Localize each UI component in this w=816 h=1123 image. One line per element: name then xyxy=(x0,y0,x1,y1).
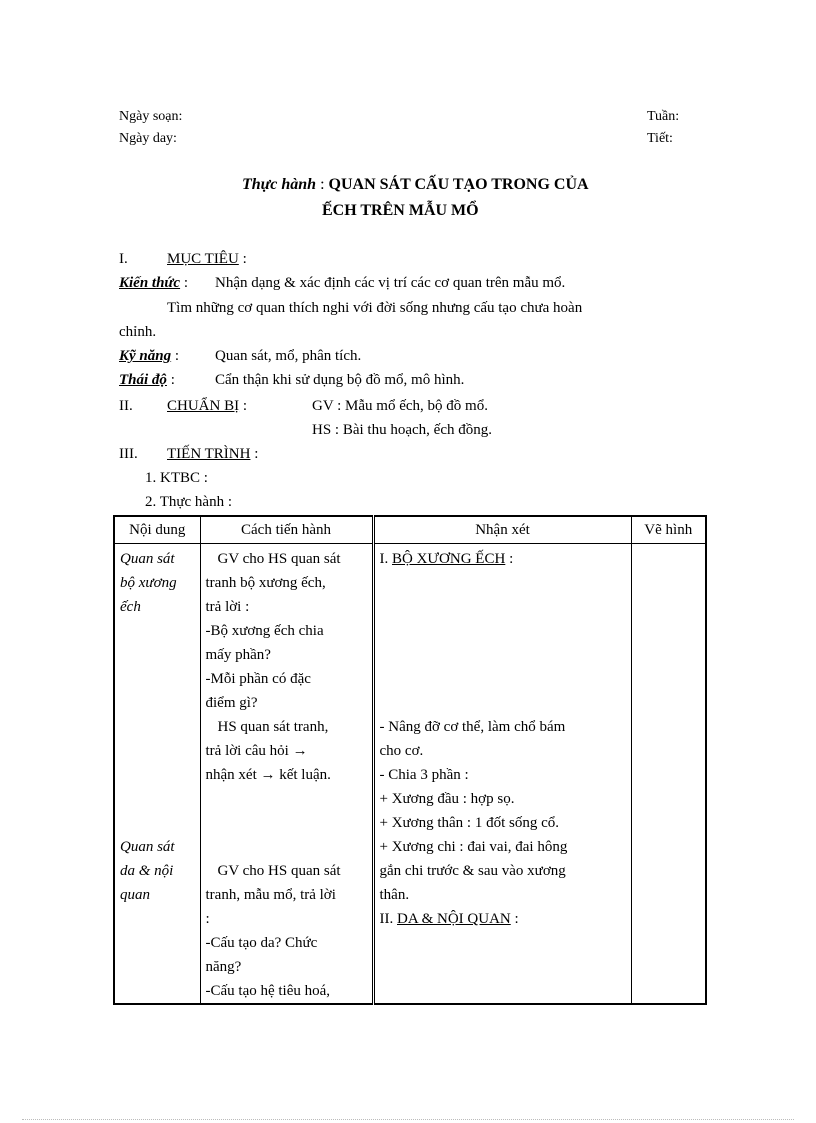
note-h1 xyxy=(380,547,626,571)
content-a3: ếch xyxy=(120,599,141,615)
content-b1: Quan sát xyxy=(120,839,175,855)
title-colon: : xyxy=(316,176,329,193)
ngay-day-label: Ngày day: xyxy=(119,131,177,146)
method-l5: mấy phần? xyxy=(205,647,271,663)
note-n3: - Chia 3 phần : xyxy=(379,767,469,783)
note-h2-suffix: : xyxy=(510,911,519,927)
content-a2: bộ xương xyxy=(120,575,177,591)
cell-nhan-xet xyxy=(373,544,631,1005)
method-l4: -Bộ xương ếch chia xyxy=(205,623,324,639)
lesson-table xyxy=(113,515,707,1005)
method-l9: trả lời câu hỏi → xyxy=(205,743,308,759)
ky-nang-label: Kỹ năng xyxy=(119,348,172,364)
method-l7: điểm gì? xyxy=(205,695,258,711)
thai-do-text: Cẩn thận khi sử dụng bộ đồ mổ, mô hình. xyxy=(215,372,465,388)
title-line1: QUAN SÁT CẤU TẠO TRONG CỦA xyxy=(328,176,589,193)
cell-noi-dung xyxy=(114,544,200,1005)
section3-heading-text: TIẾN TRÌNH xyxy=(167,446,251,462)
chuan-bi-gv: GV : Mẫu mổ ếch, bộ đồ mổ. xyxy=(312,398,488,414)
header-noi-dung: Nội dung xyxy=(114,516,200,544)
page-title-line2: ẾCH TRÊN MẪU MỔ xyxy=(322,202,479,219)
note-h1-suffix: : xyxy=(505,551,514,567)
section3-number: III. xyxy=(119,446,138,462)
section2-heading-text: CHUẨN BỊ xyxy=(167,398,240,414)
method-m6: -Cấu tạo hệ tiêu hoá, xyxy=(205,983,331,999)
step-thuc-hanh: 2. Thực hành : xyxy=(145,494,233,510)
method-l8: HS quan sát tranh, xyxy=(217,719,329,735)
content-b3: quan xyxy=(120,887,150,903)
method-m2: tranh, mẫu mổ, trả lời xyxy=(205,887,336,903)
tuan-label: Tuần: xyxy=(647,109,680,124)
step-ktbc: 1. KTBC : xyxy=(145,470,208,486)
section1-number: I. xyxy=(119,251,128,267)
section2-colon: : xyxy=(239,398,248,414)
section3-heading xyxy=(167,446,258,463)
ky-nang-text: Quan sát, mổ, phân tích. xyxy=(215,348,362,364)
section1-heading-text: MỤC TIÊU xyxy=(167,251,239,267)
method-m3: : xyxy=(205,911,210,927)
method-l6: -Mỗi phần có đặc xyxy=(205,671,311,687)
section2-number: II. xyxy=(119,398,133,414)
method-m4: -Cấu tạo da? Chức xyxy=(205,935,318,951)
content-a1: Quan sát xyxy=(120,551,175,567)
thai-do-label: Thái độ xyxy=(119,372,167,388)
ky-nang-row: Kỹ năng : xyxy=(119,348,180,364)
cell-cach-tien-hanh xyxy=(200,544,373,1005)
header-nhan-xet: Nhận xét xyxy=(373,516,631,544)
method-l2: tranh bộ xương ếch, xyxy=(205,575,326,591)
kien-thuc-text: Nhận dạng & xác định các vị trí các cơ quan trên mẫu mổ. xyxy=(215,275,566,291)
note-n1: - Nâng đỡ cơ thể, làm chổ bám xyxy=(379,719,566,735)
kien-thuc-label: Kiến thức xyxy=(119,275,181,291)
table-row xyxy=(114,544,706,1005)
note-h2-prefix: II. xyxy=(379,911,397,927)
kien-thuc-line3: chỉnh. xyxy=(119,324,157,340)
title-prefix: Thực hành xyxy=(242,176,317,193)
page-title-line1 xyxy=(242,176,589,194)
note-n6: + Xương chi : đai vai, đai hông xyxy=(379,839,568,855)
section1-heading xyxy=(167,251,247,268)
note-n7: gắn chi trước & sau vào xương xyxy=(379,863,566,879)
header-ve-hinh: Vẽ hình xyxy=(631,516,706,544)
thai-do-row: Thái độ : xyxy=(119,372,175,388)
note-h2 xyxy=(380,907,626,931)
ngay-soan-label: Ngày soạn: xyxy=(119,109,183,124)
kien-thuc-line2: Tìm những cơ quan thích nghi với đời sống nhưng cấu tạo chưa hoàn xyxy=(167,300,583,316)
note-h1-prefix: I. xyxy=(379,551,392,567)
page-bottom-divider xyxy=(22,1119,794,1120)
chuan-bi-hs: HS : Bài thu hoạch, ếch đồng. xyxy=(312,422,492,438)
kien-thuc-row: Kiến thức : xyxy=(119,275,188,291)
method-m5: năng? xyxy=(205,959,242,975)
method-l10: nhận xét → kết luận. xyxy=(205,767,331,783)
note-h1-text: BỘ XƯƠNG ẾCH xyxy=(392,551,506,567)
table-header-row xyxy=(114,516,706,544)
section3-colon: : xyxy=(250,446,259,462)
section2-heading xyxy=(167,398,247,415)
content-b2: da & nội xyxy=(120,863,174,879)
note-n4: + Xương đầu : hợp sọ. xyxy=(379,791,515,807)
cell-ve-hinh xyxy=(631,544,706,1005)
note-n5: + Xương thân : 1 đốt sống cổ. xyxy=(379,815,560,831)
note-n8: thân. xyxy=(379,887,410,903)
method-l3: trả lời : xyxy=(205,599,250,615)
method-m1: GV cho HS quan sát xyxy=(217,863,341,879)
tiet-label: Tiết: xyxy=(647,131,673,146)
note-h2-text: DA & NỘI QUAN xyxy=(397,911,511,927)
section1-colon: : xyxy=(238,251,247,267)
header-cach-tien-hanh: Cách tiến hành xyxy=(200,516,373,544)
method-l1: GV cho HS quan sát xyxy=(217,551,341,567)
note-n2: cho cơ. xyxy=(379,743,424,759)
